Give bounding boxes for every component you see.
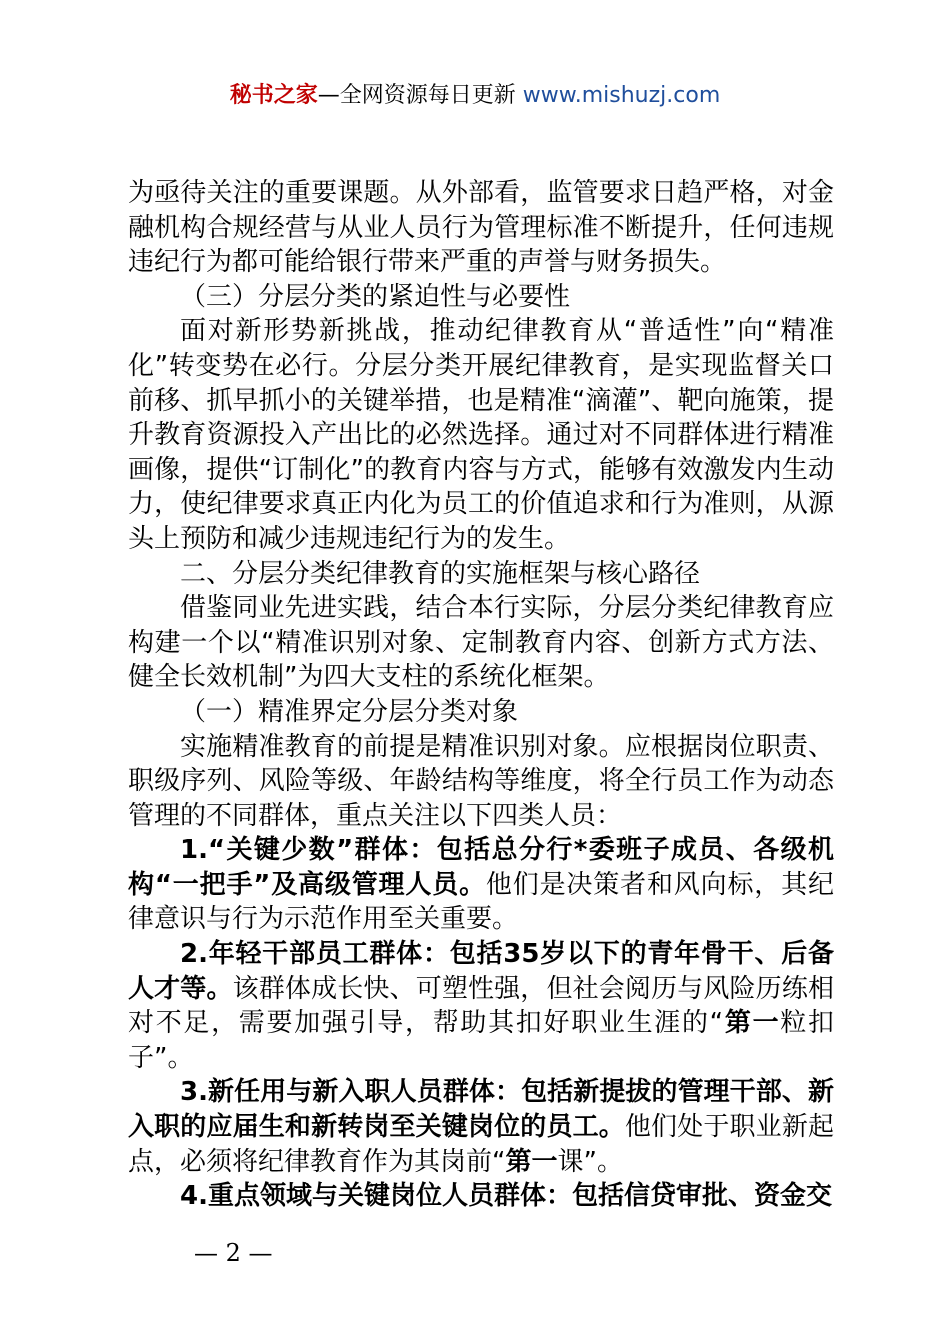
page-number: — 2 — bbox=[194, 1239, 273, 1267]
paragraph bbox=[128, 557, 834, 592]
text-run: （三）分层分类的紧迫性与必要性 bbox=[180, 281, 571, 312]
paragraph bbox=[128, 314, 834, 556]
bold-text-run: 第一 bbox=[505, 1146, 558, 1177]
text-run: 粒扣子”。 bbox=[128, 1008, 834, 1073]
text-run: 他们处于职业新起点，必须将纪律教育作为其岗前“ bbox=[128, 1112, 834, 1177]
text-run: 面对新形势新挑战，推动纪律教育从“普适性”向“精准化”转变势在必行。分层分类开展纪律教育，是实现监督关口前移、抓早抓小的关键举措，也是精准“滴灌”、靶向施策，提升教育资源投入产出比的必然选择。通过对不同群体进行精准画像，提供“订制化”的教育内容与方式，能够有效激发内生动力，使纪律要求真正内化为员工的价值追求和行为准则，从源头上预防和减少违规违纪行为的发生。 bbox=[128, 316, 834, 554]
bold-text-run: 1.“关键少数”群体：包括总分行*委班子成员、各级机构“一把手”及高级管理人员。 bbox=[128, 835, 834, 900]
paragraph bbox=[128, 176, 834, 280]
text-run: 实施精准教育的前提是精准识别对象。应根据岗位职责、职级序列、风险等级、年龄结构等维度，将全行员工作为动态管理的不同群体，重点关注以下四类人员： bbox=[128, 731, 834, 831]
text-run: 借鉴同业先进实践，结合本行实际，分层分类纪律教育应构建一个以“精准识别对象、定制教育内容、创新方式方法、健全长效机制”为四大支柱的系统化框架。 bbox=[128, 593, 834, 693]
paragraph bbox=[128, 1075, 834, 1179]
bold-text-run: 4.重点领域与关键岗位人员群体：包括信贷审批、资金交 bbox=[180, 1181, 832, 1212]
paragraph bbox=[128, 695, 834, 730]
page-header bbox=[0, 80, 950, 112]
paragraph bbox=[128, 937, 834, 1075]
paragraph bbox=[128, 1179, 834, 1214]
text-run: 为亟待关注的重要课题。从外部看，监管要求日趋严格，对金融机构合规经营与从业人员行为管理标准不断提升，任何违规违纪行为都可能给银行带来严重的声誉与财务损失。 bbox=[128, 178, 834, 278]
document-body bbox=[128, 176, 834, 1214]
paragraph bbox=[128, 591, 834, 695]
header-brand: 秘书之家 bbox=[229, 83, 318, 108]
bold-text-run: 3.新任用与新入职人员群体：包括新提拔的管理干部、新入职的应届生和新转岗至关键岗位的员工。 bbox=[128, 1077, 834, 1143]
paragraph bbox=[128, 730, 834, 834]
header-tagline: —全网资源每日更新 bbox=[317, 83, 523, 108]
text-run: 课”。 bbox=[557, 1146, 623, 1177]
bold-text-run: 第一 bbox=[723, 1008, 781, 1039]
header-url[interactable]: www.mishuzj.com bbox=[522, 83, 721, 108]
text-run: 他们是决策者和风向标，其纪律意识与行为示范作用至关重要。 bbox=[128, 869, 834, 935]
text-run: 该群体成长快、可塑性强，但社会阅历与风险历练相对不足，需要加强引导，帮助其扣好职业生涯的“ bbox=[128, 973, 834, 1039]
paragraph bbox=[128, 280, 834, 315]
text-run: （一）精准界定分层分类对象 bbox=[180, 696, 519, 727]
text-run: 二、分层分类纪律教育的实施框架与核心路径 bbox=[180, 558, 701, 589]
paragraph bbox=[128, 833, 834, 937]
bold-text-run: 2.年轻干部员工群体：包括35岁以下的青年骨干、后备人才等。 bbox=[128, 939, 834, 1004]
